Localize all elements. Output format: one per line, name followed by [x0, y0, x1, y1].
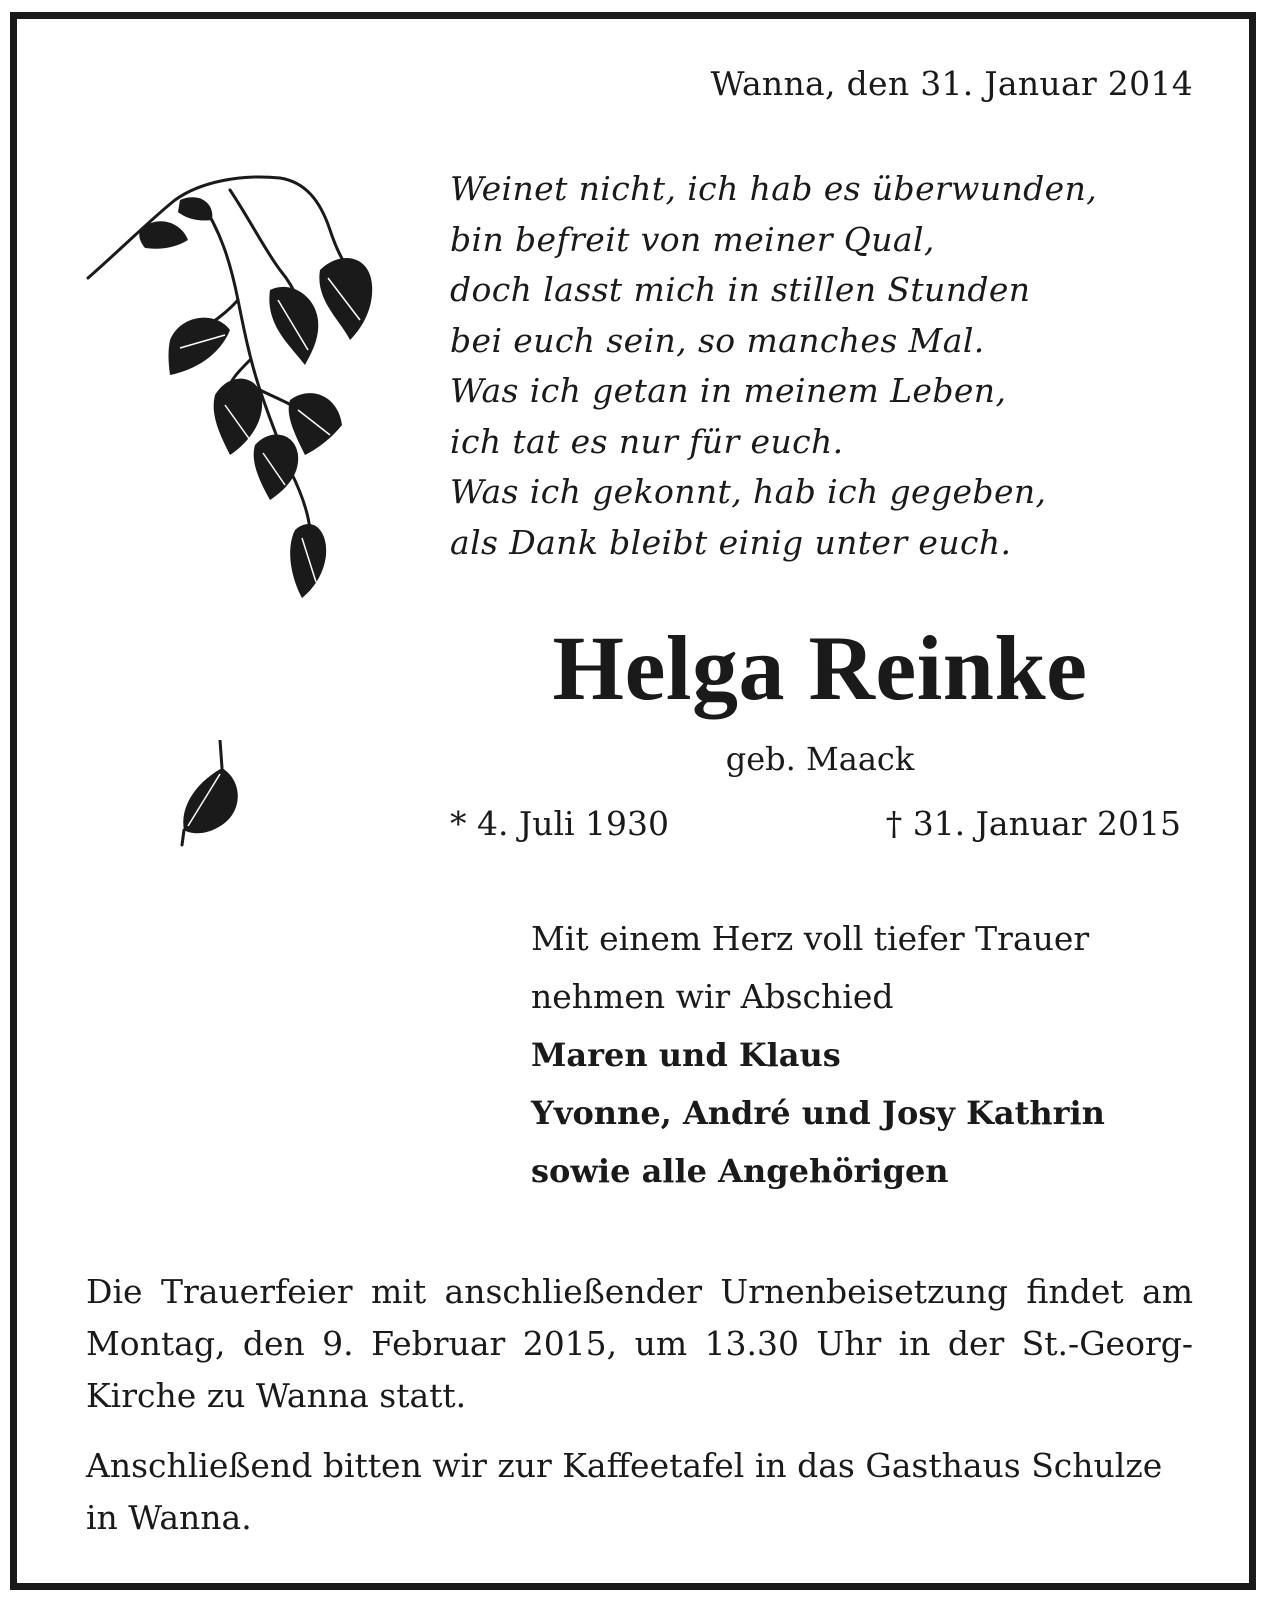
leaf-branch-icon — [80, 170, 380, 610]
poem — [450, 164, 1097, 568]
poem-line: ich tat es nur für euch. — [450, 421, 844, 461]
poem-line: Weinet nicht, ich hab es überwunden, — [450, 169, 1098, 208]
falling-leaf-icon — [172, 740, 252, 850]
poem-line: Was ich getan in meinem Leben, — [450, 371, 1007, 410]
mourner-name: Yvonne, André und Josy Kathrin — [531, 1094, 1105, 1132]
poem-line: bin befreit von meiner Qual, — [450, 219, 935, 259]
poem-line: bei euch sein, so manches Mal. — [450, 320, 985, 360]
death-date: † 31. Januar 2015 — [885, 804, 1181, 843]
mourning-line: nehmen wir Abschied — [531, 977, 894, 1016]
mourning-line: Mit einem Herz voll tiefer Trauer — [531, 919, 1090, 958]
poem-line: als Dank bleibt einig unter euch. — [450, 522, 1012, 562]
deceased-name: Helga Reinke — [552, 617, 1088, 719]
birth-date: * 4. Juli 1930 — [450, 804, 670, 843]
reception-text: Anschließend bitten wir zur Kaffeetafel in das Gasthaus Schulze in Wanna. — [86, 1446, 1163, 1537]
mourners-block — [531, 910, 1105, 1200]
poem-line: Was ich gekonnt, hab ich gegeben, — [450, 472, 1047, 511]
mourner-name: sowie alle Angehörigen — [531, 1152, 949, 1190]
funeral-info — [86, 1266, 1193, 1562]
poem-line: doch lasst mich in stillen Stunden — [450, 270, 1031, 309]
funeral-service-text: Die Trauerfeier mit anschließender Urnenbeisetzung findet am Montag, den 9. Februar 2015, um 13.30 Uhr in der St.-Georg-Kirche zu Wanna statt. — [86, 1272, 1193, 1415]
mourner-name: Maren und Klaus — [531, 1036, 841, 1074]
maiden-name: geb. Maack — [725, 740, 915, 778]
dateline: Wanna, den 31. Januar 2014 — [710, 64, 1193, 103]
